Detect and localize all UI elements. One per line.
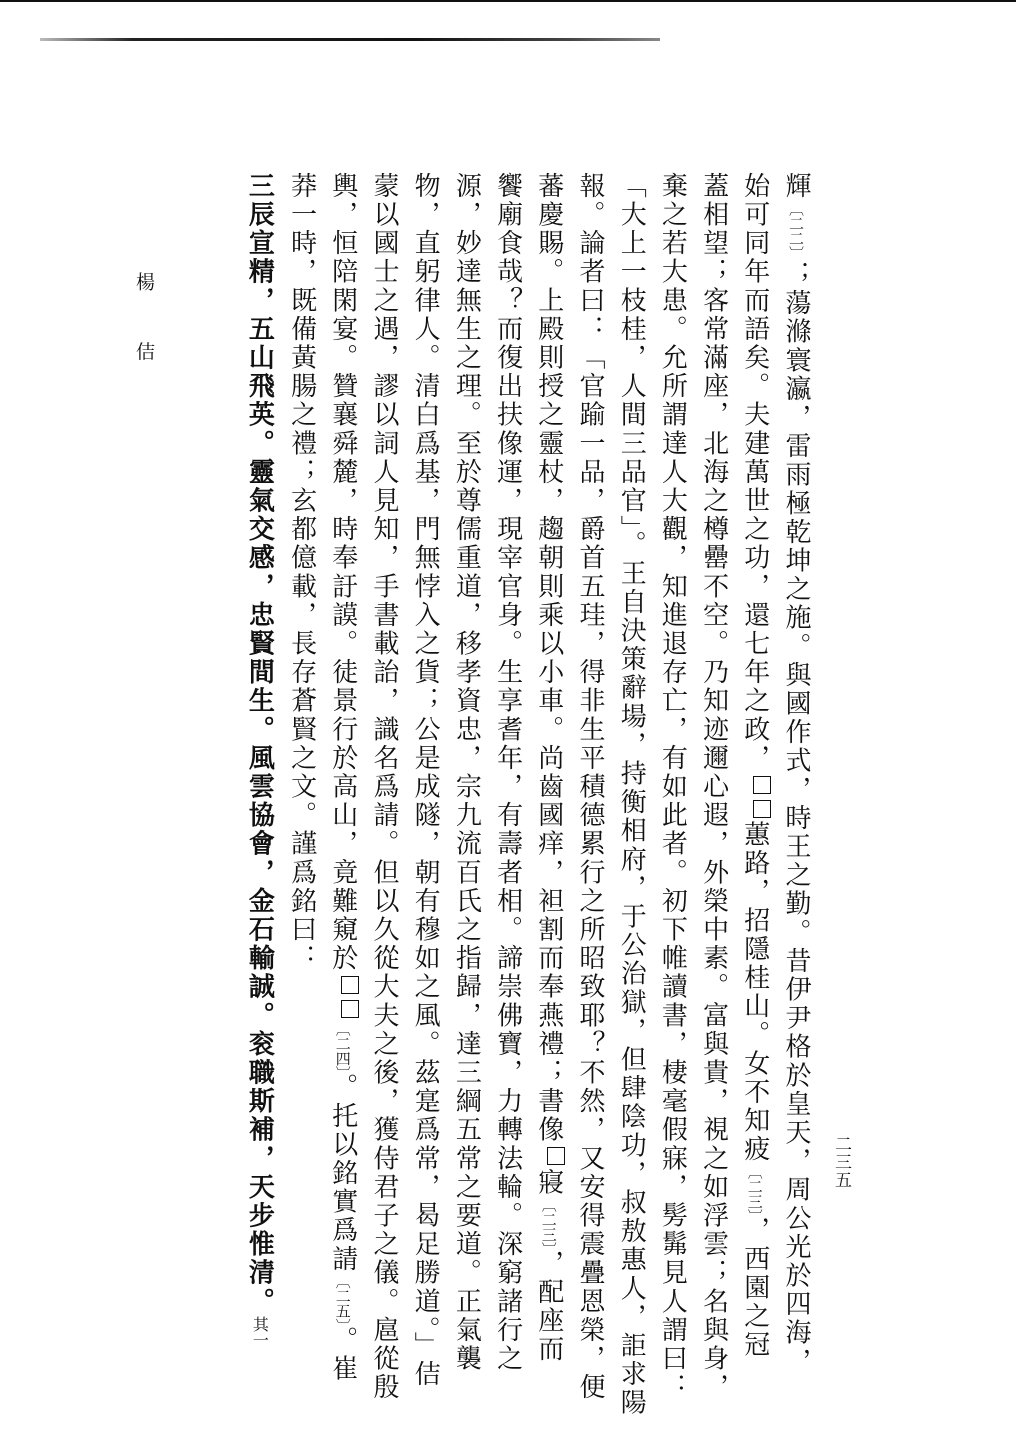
text-run: ，配座而 (533, 1249, 564, 1364)
text-run: 饗廟食哉？而復出扶像運，現宰官身。生享耆年，有壽者相。諦崇佛寶，力轉法輪。深窮諸行之 (492, 172, 523, 1374)
text-column (610, 172, 651, 1418)
text-run: 輝 (781, 172, 811, 201)
text-run: 報。論者曰：「官踰一品，爵首五珪，得非生平積德累行之所昭致耶？不然，又安得震疊恩榮，便 (574, 172, 605, 1402)
text-run: 「大上一枝桂，人間三品官」。王自決策辭場，持衡相府，于公治獄，但肆陰功，叔敖惠人，詎求陽 (616, 172, 647, 1418)
text-column (363, 172, 404, 1402)
text-column (486, 172, 527, 1374)
text-run: 棄之若大患。允所謂達人大觀，知進退存亡，有如此者。初下帷讀書，棲毫假寐，髣髴見人謂曰： (657, 172, 688, 1402)
missing-character-box (753, 800, 771, 818)
text-run: ，西園之冠 (739, 1216, 770, 1360)
text-run: 莽一時，既備黃腸之禮；玄都億載，長存蒼賢之文。謹爲銘曰： (286, 172, 317, 973)
stanza-marker: 其一 (250, 1316, 270, 1348)
text-run: 蕃慶賜。上殿則授之靈杖，趨朝則乘以小車。尚齒國痒，袒割而奉燕禮；書像 (533, 172, 564, 1145)
text-column (404, 172, 445, 1389)
text-run: 。崔 (327, 1326, 358, 1384)
text-column (651, 172, 692, 1402)
text-column (528, 172, 569, 1364)
text-column (445, 172, 486, 1374)
text-run: ；蕩滌寰瀛，雷雨極乾坤之施。與國作式，時王之勤。昔伊尹格於皇天，周公光於四海， (781, 260, 811, 1377)
footnote-marker: 〔二四〕 (333, 1020, 352, 1074)
header-rule (40, 38, 660, 41)
text-column (775, 172, 816, 1377)
running-title: 楊 佶 (133, 272, 155, 383)
footnote-marker: 〔二五〕 (333, 1273, 352, 1327)
text-run: 始可同年而語矣。夫建萬世之功，還七年之政， (739, 172, 770, 773)
footnote-marker: 〔二三〕 (539, 1197, 558, 1250)
main-text-block (238, 172, 816, 1418)
missing-character-box (341, 1000, 359, 1018)
missing-character-box (547, 1147, 565, 1165)
text-column (569, 172, 610, 1402)
footnote-marker: 〔二二〕 (787, 200, 805, 261)
footnote-marker: 〔二三〕 (745, 1163, 764, 1217)
missing-character-box (341, 976, 359, 994)
text-run: 寢 (533, 1168, 564, 1198)
text-run: 源，妙達無生之理。至於尊儒重道，移孝資忠，宗九流百氏之指歸，達三綱五常之要道。正氣襲 (451, 172, 482, 1374)
text-run: 輿，恒陪閑宴。贊襄舜麓，時奉訏謨。徒景行於高山，竟難窺於 (327, 172, 358, 973)
text-run: 蒙以國士之遇，謬以詞人見知，手書載詒，識名爲請。但以久從大夫之後，獲侍君子之儀。扈從殷 (368, 172, 399, 1402)
page-number: 二三五 (831, 1135, 851, 1189)
text-column (692, 172, 733, 1402)
text-run: 物，直躬律人。清白爲基，門無悖入之貨；公是成隧，朝有穆如之風。茲寔爲常，曷足勝道。」佶 (410, 172, 441, 1389)
text-run: 蕙路，招隱桂山。女不知疲 (739, 820, 770, 1164)
text-run: 。托以銘實爲請 (327, 1073, 358, 1274)
text-column (734, 172, 775, 1360)
missing-character-box (753, 776, 771, 794)
text-column (322, 172, 363, 1384)
text-column (280, 172, 321, 1327)
top-border-rule (0, 0, 1016, 2)
text-run: 蓋相望；客常滿座，北海之樽罍不空。乃知迹邇心遐，外榮中素。富與貴，視之如浮雲；名與身， (698, 172, 729, 1402)
text-column (238, 172, 280, 1348)
text-run: 三辰宣精，五山飛英。靈氣交感，忠賢間生。風雲協會，金石輸誠。衮職斯補，天步惟清。 (244, 172, 275, 1316)
